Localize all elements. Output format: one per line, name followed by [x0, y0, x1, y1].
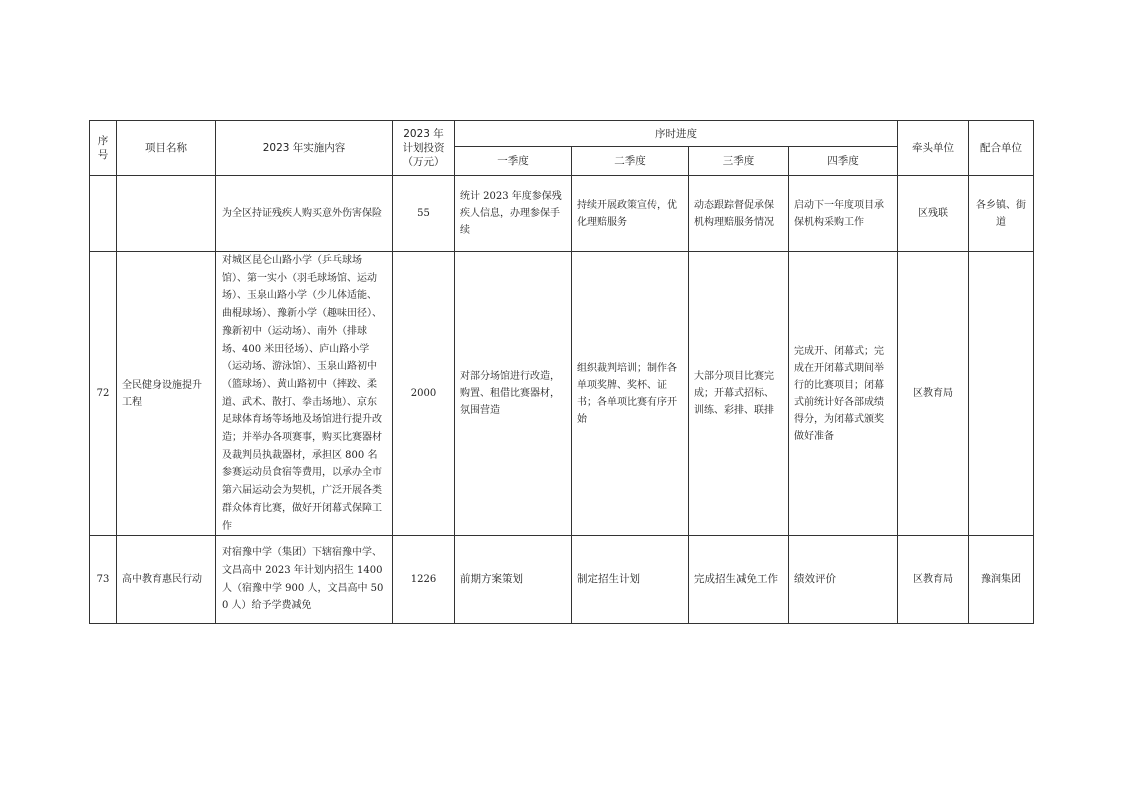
cell-project-name [117, 176, 216, 252]
header-row-1 [90, 121, 1034, 147]
cell-q4: 启动下一年度项目承保机构采购工作 [789, 176, 898, 252]
cell-content: 对宿豫中学（集团）下辖宿豫中学、文昌高中 2023 年计划内招生 1400 人（宿豫中学 900 人，文昌高中 500 人）给予学费减免 [216, 536, 393, 624]
cell-project-name: 全民健身设施提升工程 [117, 252, 216, 536]
cell-investment: 1226 [393, 536, 455, 624]
cell-q3: 动态跟踪督促承保机构理赔服务情况 [689, 176, 789, 252]
cell-q4: 绩效评价 [789, 536, 898, 624]
cell-seq: 72 [90, 252, 117, 536]
header-investment: 2023 年计划投资（万元） [393, 121, 455, 176]
header-q4: 四季度 [789, 147, 898, 176]
cell-lead-unit: 区教育局 [898, 252, 969, 536]
header-content: 2023 年实施内容 [216, 121, 393, 176]
cell-seq [90, 176, 117, 252]
cell-q2: 组织裁判培训；制作各单项奖牌、奖杯、证书；各单项比赛有序开始 [572, 252, 689, 536]
cell-project-name: 高中教育惠民行动 [117, 536, 216, 624]
header-q2: 二季度 [572, 147, 689, 176]
cell-q4: 完成开、闭幕式；完成在开闭幕式期间举行的比赛项目；闭幕式前统计好各部成绩得分，为闭幕式颁奖做好准备 [789, 252, 898, 536]
header-seq: 序号 [90, 121, 117, 176]
project-plan-table [89, 120, 1034, 624]
cell-investment: 2000 [393, 252, 455, 536]
header-partner-unit: 配合单位 [969, 121, 1034, 176]
cell-q3: 完成招生减免工作 [689, 536, 789, 624]
cell-q1: 统计 2023 年度参保残疾人信息，办理参保手续 [455, 176, 572, 252]
cell-content: 为全区持证残疾人购买意外伤害保险 [216, 176, 393, 252]
table-row [90, 252, 1034, 536]
header-q1: 一季度 [455, 147, 572, 176]
cell-content: 对城区昆仑山路小学（乒乓球场馆）、第一实小（羽毛球场馆、运动场）、玉泉山路小学（少儿体适能、曲棍球场）、豫新小学（趣味田径）、豫新初中（运动场）、南外（排球场、400 米田径场）、庐山路小学（运动场、游泳馆）、玉泉山路初中（篮球场）、黄山路初中（摔跤、柔道、武术、散打、拳击场地）、京东足球体育场等场地及场馆进行提升改造；并举办各项赛事，购买比赛器材及裁判员执裁器材，承担区 800 名参赛运动员食宿等费用，以承办全市第六届运动会为契机，广泛开展各类群众体育比赛，做好开闭幕式保障工作 [216, 252, 393, 536]
cell-q1: 对部分场馆进行改造，购置、租借比赛器材，氛围营造 [455, 252, 572, 536]
cell-q1: 前期方案策划 [455, 536, 572, 624]
table-row [90, 536, 1034, 624]
cell-seq: 73 [90, 536, 117, 624]
header-lead-unit: 牵头单位 [898, 121, 969, 176]
header-progress: 序时进度 [455, 121, 898, 147]
cell-partner-unit: 各乡镇、街道 [969, 176, 1034, 252]
header-q3: 三季度 [689, 147, 789, 176]
cell-q3: 大部分项目比赛完成；开幕式招标、训练、彩排、联排 [689, 252, 789, 536]
cell-investment: 55 [393, 176, 455, 252]
cell-q2: 持续开展政策宣传，优化理赔服务 [572, 176, 689, 252]
cell-lead-unit: 区残联 [898, 176, 969, 252]
cell-partner-unit [969, 252, 1034, 536]
table-row [90, 176, 1034, 252]
cell-q2: 制定招生计划 [572, 536, 689, 624]
cell-partner-unit: 豫润集团 [969, 536, 1034, 624]
header-project-name: 项目名称 [117, 121, 216, 176]
cell-lead-unit: 区教育局 [898, 536, 969, 624]
